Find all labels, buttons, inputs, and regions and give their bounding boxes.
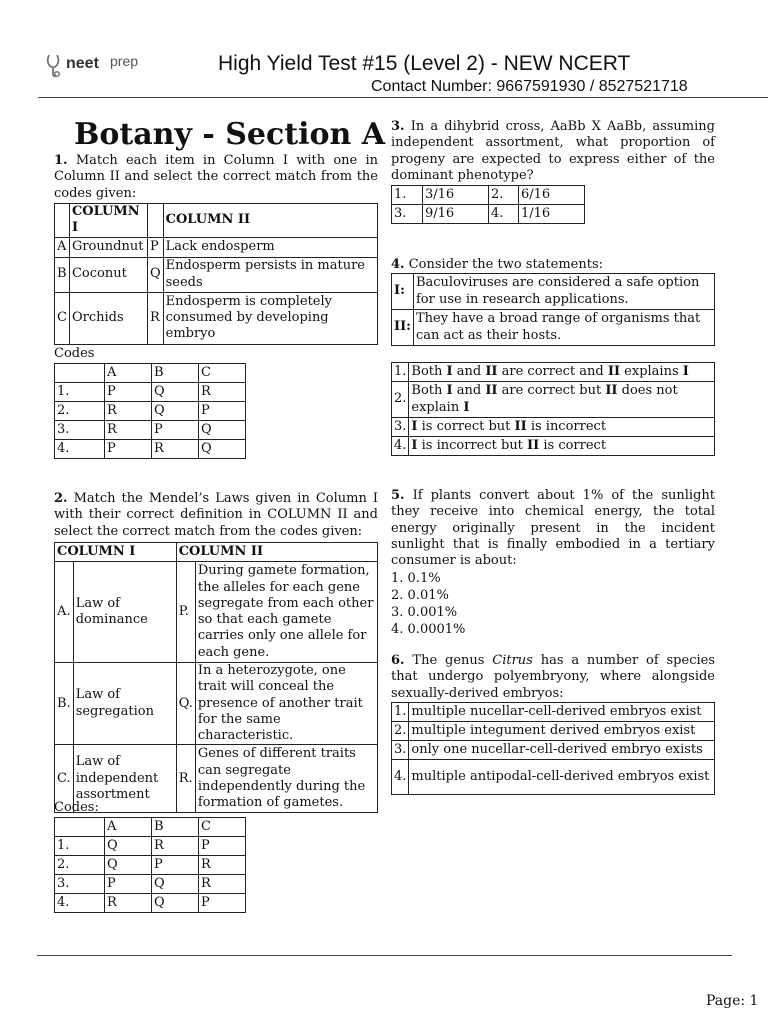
q1-match-table xyxy=(54,203,378,345)
question-number: 5. xyxy=(391,488,405,503)
statement-text: Baculoviruses are considered a safe option for use in research applications. xyxy=(413,274,714,310)
option-text[interactable]: 1. 0.1% xyxy=(391,571,441,586)
q5-options xyxy=(391,570,465,638)
table-row xyxy=(55,383,246,402)
table-cell: Law of segregation xyxy=(73,663,176,745)
table-cell: R. xyxy=(176,745,195,813)
option-number: 3. xyxy=(392,741,409,760)
q4-options-table xyxy=(391,362,715,456)
option-number: 2. xyxy=(392,382,409,418)
question-number: 4. xyxy=(391,257,405,272)
question-number: 1. xyxy=(54,153,68,168)
question-4 xyxy=(391,257,715,273)
option-text[interactable]: I is incorrect but II is correct xyxy=(409,437,715,456)
table-cell: Groundnut xyxy=(69,237,147,257)
table-cell: Q xyxy=(152,875,199,894)
option-text[interactable]: 6/16 xyxy=(519,186,585,205)
option-text[interactable]: multiple nucellar-cell-derived embryos exist xyxy=(409,703,715,722)
table-row xyxy=(55,745,378,813)
statement-label: II: xyxy=(392,310,414,346)
table-cell xyxy=(147,204,163,238)
table-row xyxy=(392,274,715,310)
question-6 xyxy=(391,653,715,702)
table-cell: A. xyxy=(55,562,74,663)
table-cell: R xyxy=(152,440,199,459)
q1-codes-table xyxy=(54,363,246,459)
table-cell: R xyxy=(105,402,152,421)
option-text[interactable]: 9/16 xyxy=(423,205,489,224)
table-cell: B xyxy=(152,818,199,837)
table-cell: B xyxy=(55,257,70,292)
codes-label: Codes: xyxy=(54,800,99,815)
table-cell: 3. xyxy=(55,875,105,894)
table-row xyxy=(392,186,585,205)
question-text: If plants convert about 1% of the sunlight they receive into chemical energy, the total energy originally present in the incident sunlight that is finally embodied in a tertiary consumer is about: xyxy=(391,488,715,568)
table-row xyxy=(55,818,246,837)
table-row xyxy=(392,760,715,795)
table-cell: R xyxy=(147,292,163,344)
table-cell: Q xyxy=(105,837,152,856)
codes-label: Codes xyxy=(54,346,95,361)
neetprep-logo xyxy=(44,52,144,78)
option-text[interactable]: I is correct but II is incorrect xyxy=(409,418,715,437)
table-cell: R xyxy=(199,383,246,402)
table-cell: P xyxy=(152,856,199,875)
option-number: 3. xyxy=(392,418,409,437)
table-cell: Q xyxy=(147,257,163,292)
table-cell: R xyxy=(152,837,199,856)
table-row xyxy=(55,875,246,894)
option-text[interactable]: only one nucellar-cell-derived embryo exists xyxy=(409,741,715,760)
table-row xyxy=(392,722,715,741)
table-row xyxy=(55,402,246,421)
table-row xyxy=(392,363,715,382)
option-number: 1. xyxy=(392,363,409,382)
logo-text-prep: prep xyxy=(110,53,139,69)
option-text[interactable]: 1/16 xyxy=(519,205,585,224)
table-cell: A xyxy=(55,237,70,257)
question-1 xyxy=(54,153,378,202)
table-row xyxy=(392,703,715,722)
table-cell: Coconut xyxy=(69,257,147,292)
table-cell: P xyxy=(105,875,152,894)
table-cell: C xyxy=(199,364,246,383)
table-cell: Lack endosperm xyxy=(163,237,377,257)
table-cell: Law of independent assortment xyxy=(73,745,176,813)
table-cell: Orchids xyxy=(69,292,147,344)
table-cell: 4. xyxy=(55,440,105,459)
q4-statements-table xyxy=(391,273,715,346)
question-text: In a dihybrid cross, AaBb X AaBb, assuming independent assortment, what proportion of progeny are expected to express either of the dominant phenotype? xyxy=(391,119,715,183)
table-cell: During gamete formation, the alleles for each gene segregate from each other so that each gamete carries only one allele for each gene. xyxy=(195,562,377,663)
question-3 xyxy=(391,119,715,184)
question-text: Consider the two statements: xyxy=(408,257,604,272)
statement-text: They have a broad range of organisms that can act as their hosts. xyxy=(413,310,714,346)
table-cell: R xyxy=(199,875,246,894)
table-cell: P xyxy=(199,402,246,421)
option-number: 4. xyxy=(392,760,409,795)
table-row xyxy=(55,856,246,875)
option-number: 1. xyxy=(392,186,423,205)
question-number: 6. xyxy=(391,653,405,668)
option-text[interactable]: 2. 0.01% xyxy=(391,588,449,603)
table-cell: 4. xyxy=(55,894,105,913)
section-title: Botany - Section A xyxy=(74,117,386,152)
table-row xyxy=(392,741,715,760)
table-cell: Genes of different traits can segregate independently during the formation of gametes. xyxy=(195,745,377,813)
table-cell: Q xyxy=(199,440,246,459)
logo-text-neet: neet xyxy=(66,55,99,72)
table-row xyxy=(392,310,715,346)
option-text[interactable]: multiple antipodal-cell-derived embryos exist xyxy=(409,760,715,795)
table-row xyxy=(55,237,378,257)
option-text[interactable]: 3. 0.001% xyxy=(391,605,458,620)
table-cell: P xyxy=(199,837,246,856)
table-cell: Q xyxy=(152,383,199,402)
table-row xyxy=(55,663,378,745)
question-5 xyxy=(391,488,715,569)
table-row xyxy=(392,382,715,418)
option-text[interactable]: 4. 0.0001% xyxy=(391,622,466,637)
page-number: Page: 1 xyxy=(706,993,759,1009)
table-cell: P. xyxy=(176,562,195,663)
table-row xyxy=(392,205,585,224)
table-row xyxy=(55,837,246,856)
table-cell xyxy=(55,204,70,238)
table-cell: P xyxy=(199,894,246,913)
table-cell: 1. xyxy=(55,383,105,402)
table-cell: R xyxy=(105,894,152,913)
column-header: COLUMN I xyxy=(55,543,177,562)
table-cell: Q xyxy=(152,402,199,421)
column-header: COLUMN I xyxy=(69,204,147,238)
stethoscope-icon xyxy=(44,52,66,78)
table-cell: C xyxy=(199,818,246,837)
option-number: 3. xyxy=(392,205,423,224)
table-cell: Q xyxy=(152,894,199,913)
table-row xyxy=(55,257,378,292)
column-header: COLUMN II xyxy=(163,204,377,238)
table-row xyxy=(55,440,246,459)
test-title: High Yield Test #15 (Level 2) - NEW NCERT xyxy=(218,52,631,75)
question-number: 2. xyxy=(54,491,68,506)
table-cell: A xyxy=(105,364,152,383)
table-cell: C xyxy=(55,292,70,344)
question-2 xyxy=(54,491,378,540)
table-cell: 2. xyxy=(55,402,105,421)
table-cell: P xyxy=(105,383,152,402)
contact-number: Contact Number: 9667591930 / 8527521718 xyxy=(371,78,688,95)
option-number: 4. xyxy=(489,205,519,224)
table-cell: Q. xyxy=(176,663,195,745)
table-row xyxy=(392,418,715,437)
question-number: 3. xyxy=(391,119,405,134)
table-cell: 3. xyxy=(55,421,105,440)
table-cell: Q xyxy=(105,856,152,875)
option-text[interactable]: 3/16 xyxy=(423,186,489,205)
table-row xyxy=(392,437,715,456)
table-cell: C. xyxy=(55,745,74,813)
table-cell: Q xyxy=(199,421,246,440)
table-cell: P xyxy=(147,237,163,257)
option-number: 2. xyxy=(489,186,519,205)
table-cell xyxy=(55,818,105,837)
table-cell: P xyxy=(105,440,152,459)
question-text: The genus xyxy=(412,653,493,668)
column-header: COLUMN II xyxy=(176,543,377,562)
table-row xyxy=(55,894,246,913)
option-text[interactable]: Both I and II are correct and II explains I xyxy=(409,363,715,382)
table-row xyxy=(55,562,378,663)
table-cell: Endosperm is completely consumed by developing embryo xyxy=(163,292,377,344)
table-row xyxy=(55,292,378,344)
table-cell: R xyxy=(105,421,152,440)
footer-divider xyxy=(37,955,732,956)
q2-match-table xyxy=(54,542,378,813)
table-cell: B. xyxy=(55,663,74,745)
table-row xyxy=(55,421,246,440)
question-text: Match each item in Column I with one in Column II and select the correct match from the codes given: xyxy=(54,153,378,201)
table-cell xyxy=(55,364,105,383)
table-cell: Endosperm persists in mature seeds xyxy=(163,257,377,292)
table-cell: Law of dominance xyxy=(73,562,176,663)
option-number: 1. xyxy=(392,703,409,722)
table-cell: P xyxy=(152,421,199,440)
option-number: 2. xyxy=(392,722,409,741)
table-cell: A xyxy=(105,818,152,837)
option-text[interactable]: multiple integument derived embryos exist xyxy=(409,722,715,741)
table-cell: 1. xyxy=(55,837,105,856)
q2-codes-table xyxy=(54,817,246,913)
question-text: has a number of species that undergo polyembryony, where alongside sexually-derived embryos: xyxy=(391,653,716,701)
statement-label: I: xyxy=(392,274,414,310)
question-text: Match the Mendel’s Laws given in Column I with their correct definition in COLUMN II and select the correct match from the codes given: xyxy=(54,491,378,539)
table-cell: B xyxy=(152,364,199,383)
table-cell: 2. xyxy=(55,856,105,875)
q6-options-table xyxy=(391,702,715,795)
table-cell: In a heterozygote, one trait will conceal the presence of another trait for the same characteristic. xyxy=(195,663,377,745)
question-text-italic: Citrus xyxy=(492,653,533,668)
option-text[interactable]: Both I and II are correct but II does not explain I xyxy=(409,382,715,418)
q3-options-table xyxy=(391,185,585,224)
table-row xyxy=(55,364,246,383)
table-cell: R xyxy=(199,856,246,875)
option-number: 4. xyxy=(392,437,409,456)
header-divider xyxy=(38,97,768,98)
